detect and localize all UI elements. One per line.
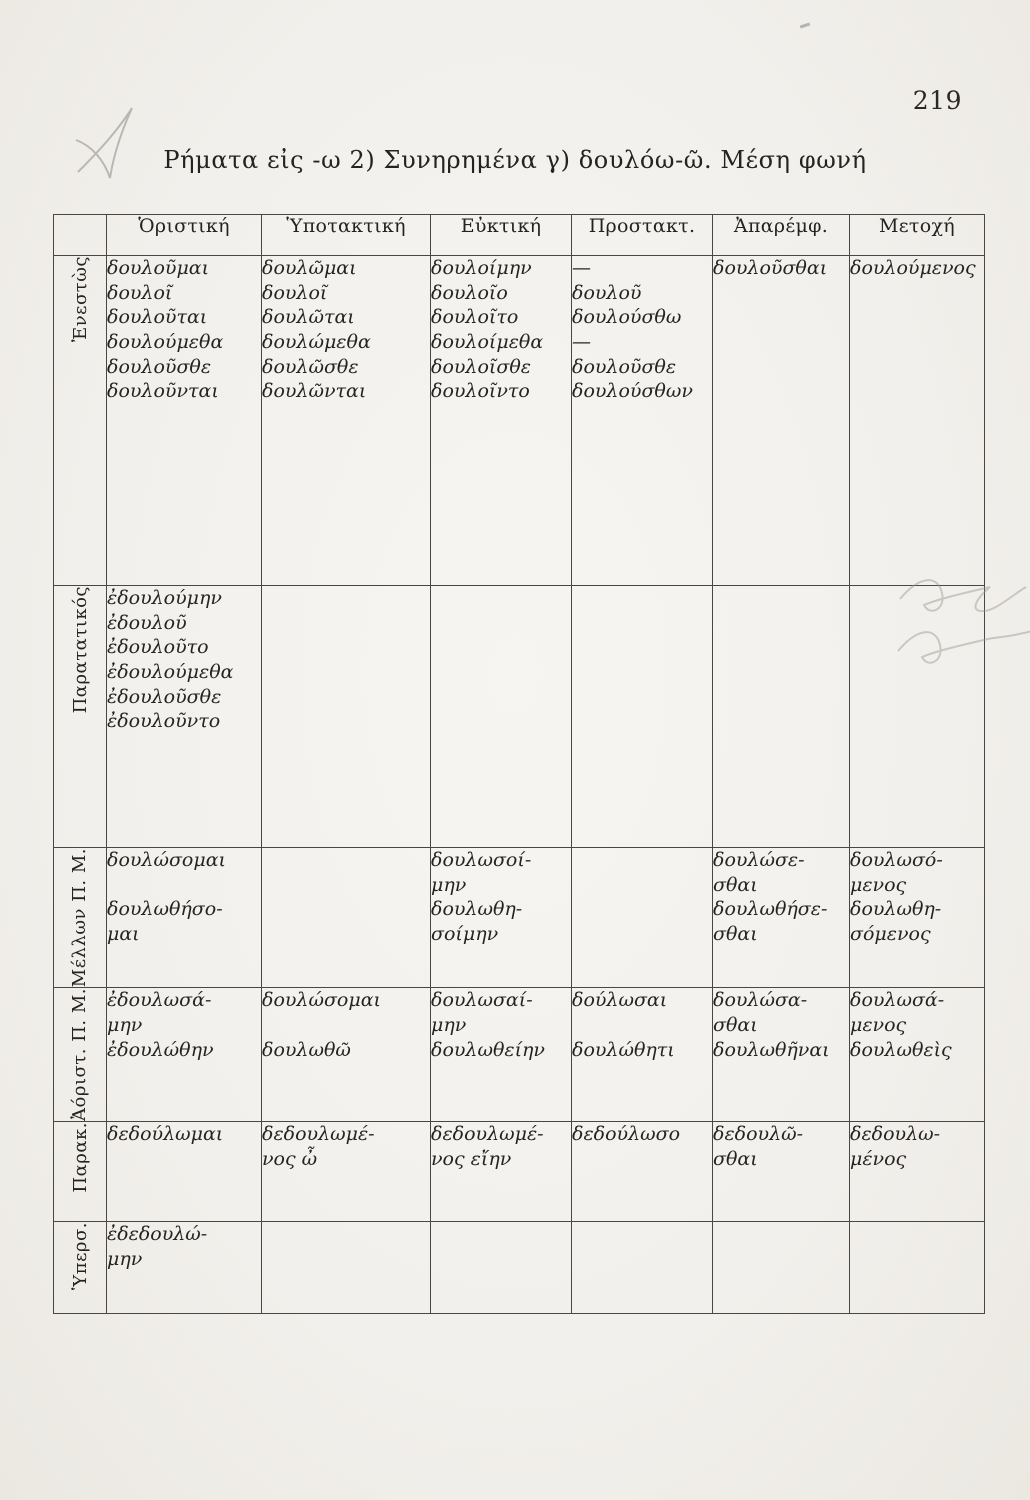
cell-enestos-eyktiki: δουλοίμην δουλοῖο δουλοῖτο δουλοίμεθα δουλοῖσθε δουλοῖντο	[431, 256, 572, 586]
header-prostaktiki: Προστακτ.	[572, 215, 713, 256]
cell-paratatikos-ypotaktiki	[262, 586, 431, 848]
header-ypotaktiki: Ὑποτακτική	[262, 215, 431, 256]
table-header-row	[54, 215, 985, 256]
cell-aoristos-metochi: δουλωσά- μενος δουλωθεὶς	[850, 988, 985, 1122]
cell-ypersyntelikos-oristiki: ἐδεδουλώ- μην	[107, 1222, 262, 1314]
cell-mellon-metochi: δουλωσό- μενος δουλωθη- σόμενος	[850, 848, 985, 988]
cell-enestos-oristiki: δουλοῦμαι δουλοῖ δουλοῦται δουλούμεθα δουλοῦσθε δουλοῦνται	[107, 256, 262, 586]
conjugation-table	[53, 214, 985, 1314]
cell-paratatikos-eyktiki	[431, 586, 572, 848]
header-metochi: Μετοχή	[850, 215, 985, 256]
cell-ypersyntelikos-prostaktiki	[572, 1222, 713, 1314]
cell-parakeimenos-aparemfato: δεδουλῶ- σθαι	[713, 1122, 850, 1222]
cell-parakeimenos-ypotaktiki: δεδουλωμέ- νος ὦ	[262, 1122, 431, 1222]
cell-enestos-metochi: δουλούμενος	[850, 256, 985, 586]
cell-ypersyntelikos-aparemfato	[713, 1222, 850, 1314]
cell-parakeimenos-eyktiki: δεδουλωμέ- νος εἴην	[431, 1122, 572, 1222]
table-row	[54, 586, 985, 848]
page-edge-mark	[800, 23, 810, 29]
row-label-mellon: Μέλλων Π. Μ.	[54, 848, 107, 988]
row-label-ypersyntelikos: Ὑπερσ.	[54, 1222, 107, 1314]
header-blank	[54, 215, 107, 256]
cell-aoristos-prostaktiki: δούλωσαι δουλώθητι	[572, 988, 713, 1122]
header-oristiki: Ὁριστική	[107, 215, 262, 256]
cell-aoristos-aparemfato: δουλώσα- σθαι δουλωθῆναι	[713, 988, 850, 1122]
row-label-paratatikos: Παρατατικός	[54, 586, 107, 848]
cell-mellon-eyktiki: δουλωσοί- μην δουλωθη- σοίμην	[431, 848, 572, 988]
cell-enestos-ypotaktiki: δουλῶμαι δουλοῖ δουλῶται δουλώμεθα δουλῶσθε δουλῶνται	[262, 256, 431, 586]
cell-ypersyntelikos-eyktiki	[431, 1222, 572, 1314]
handwritten-scribble-icon	[70, 100, 190, 190]
cell-enestos-prostaktiki: — δουλοῦ δουλούσθω — δουλοῦσθε δουλούσθων	[572, 256, 713, 586]
row-label-enestos: Ἐνεστὼς	[54, 256, 107, 586]
cell-aoristos-oristiki: ἐδουλωσά- μην ἐδουλώθην	[107, 988, 262, 1122]
cell-aoristos-eyktiki: δουλωσαί- μην δουλωθείην	[431, 988, 572, 1122]
table-row	[54, 256, 985, 586]
table-row	[54, 1122, 985, 1222]
cell-enestos-aparemfato: δουλοῦσθαι	[713, 256, 850, 586]
header-aparemfato: Ἀπαρέμφ.	[713, 215, 850, 256]
cell-mellon-prostaktiki	[572, 848, 713, 988]
cell-mellon-aparemfato: δουλώσε- σθαι δουλωθήσε- σθαι	[713, 848, 850, 988]
cell-parakeimenos-prostaktiki: δεδούλωσο	[572, 1122, 713, 1222]
row-label-aoristos: Ἀόριστ. Π. Μ.	[54, 988, 107, 1122]
cell-paratatikos-aparemfato	[713, 586, 850, 848]
cell-aoristos-ypotaktiki: δουλώσομαι δουλωθῶ	[262, 988, 431, 1122]
cell-parakeimenos-oristiki: δεδούλωμαι	[107, 1122, 262, 1222]
table-row	[54, 988, 985, 1122]
cell-parakeimenos-metochi: δεδουλω- μένος	[850, 1122, 985, 1222]
header-eyktiki: Εὐκτική	[431, 215, 572, 256]
page-number: 219	[912, 86, 962, 115]
table-row	[54, 1222, 985, 1314]
cell-paratatikos-oristiki: ἐδουλούμην ἐδουλοῦ ἐδουλοῦτο ἐδουλούμεθα ἐδουλοῦσθε ἐδουλοῦντο	[107, 586, 262, 848]
cell-ypersyntelikos-metochi	[850, 1222, 985, 1314]
cell-paratatikos-metochi	[850, 586, 985, 848]
cell-paratatikos-prostaktiki	[572, 586, 713, 848]
table-row	[54, 848, 985, 988]
row-label-parakeimenos: Παρακ.	[54, 1122, 107, 1222]
cell-mellon-oristiki: δουλώσομαι δουλωθήσο- μαι	[107, 848, 262, 988]
cell-ypersyntelikos-ypotaktiki	[262, 1222, 431, 1314]
cell-mellon-ypotaktiki	[262, 848, 431, 988]
page-title: Ρήματα εἰς -ω 2) Συνηρημένα γ) δουλόω-ῶ. Μέση φωνή	[163, 146, 867, 174]
